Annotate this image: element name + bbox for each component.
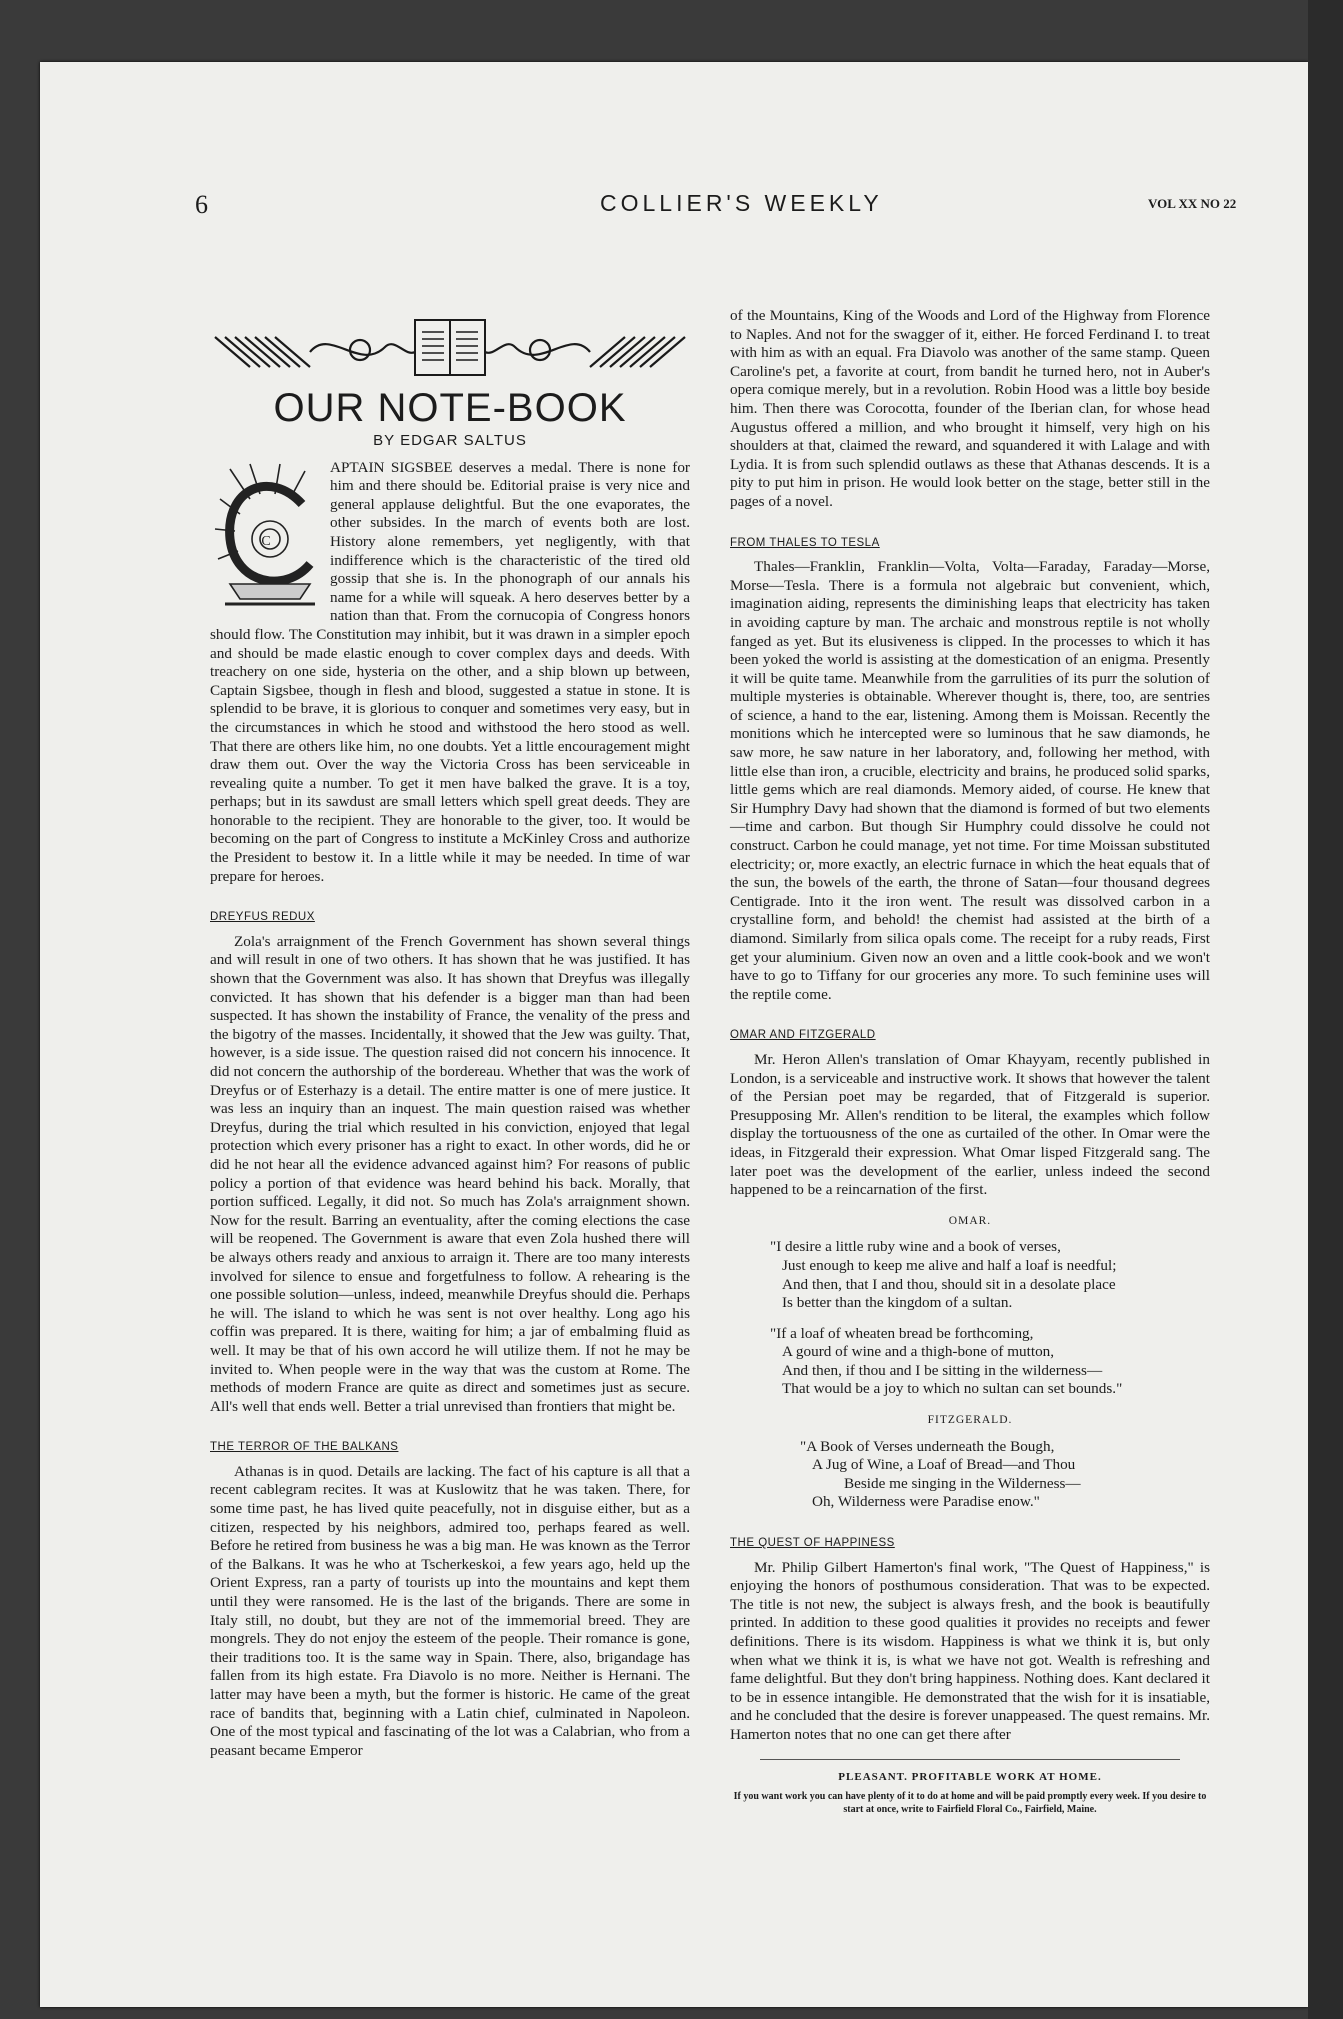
- poem-line: Is better than the kingdom of a sultan.: [782, 1294, 1013, 1312]
- poem-line: And then, that I and thou, should sit in a desolate place: [782, 1275, 1116, 1293]
- volume-number: VOL XX NO 22: [1148, 196, 1237, 211]
- poem-line: "If a loaf of wheaten bread be forthcoming,: [770, 1324, 1034, 1342]
- omar-stanza-1: [770, 1238, 1210, 1312]
- scan-edge: [1308, 0, 1343, 2019]
- article-title: OUR NOTE-BOOK: [273, 386, 627, 430]
- fitzgerald-stanza: [800, 1438, 1210, 1512]
- poem-line: "I desire a little ruby wine and a book of verses,: [770, 1238, 1061, 1256]
- book-ornament-icon: [210, 312, 690, 382]
- article-byline: BY EDGAR SALTUS: [373, 432, 527, 449]
- advertisement-divider: [760, 1759, 1180, 1760]
- section-text-balkans: Athanas is in quod. Details are lacking. The fact of his capture is all that a recent cablegram recites. It was at Kuslowitz that he was taken. There, for some time past, he has lived quite peacefully, not in disguise either, but as a citizen, respected by his neighbors, admired too, perhaps feared as well. Before he retired from business he was a big man. He was known as the Terror of the Balkans. It was he who at Tscherkeskoi, a few years ago, held up the Orient Express, ran a party of tourists up into the mountains and kept them until they were ransomed. He is the last of the brigands. There are some in Italy still, no doubt, but they are not of the immemorial breed. They are mongrels. They do not enjoy the esteem of the people. Their romance is gone, their traditions too. It is the same way in Spain. There, also, brigandage has fallen from its high estate. Fra Diavolo is no more. Neither is Hernani. The latter may have been a myth, but the former is historic. He came of the great race of bandits that, beginning with a Latin chief, culminated in Napoleon. One of the most typical and fascinating of the lot was a Calabrian, who from a peasant became Emperor: [210, 1462, 690, 1759]
- section-text-happiness: Mr. Philip Gilbert Hamerton's final work, "The Quest of Happiness," is enjoying the honors of posthumous consideration. That was to be expected. The title is not new, the subject is always fresh, and the book is beautifully printed. In addition to these good qualities it provides no receipts and fewer definitions. There is its wisdom. Happiness is what we think it is, but only when what we think it is, is what we have not got. Wealth is refreshing and fame delightful. But they don't bring happiness. Nothing does. Kant declared it to be in essence intangible. He demonstrated that the wish for it is insatiable, and he concluded that the desire is forever unappeased. The quest remains. Mr. Hamerton notes that no one can get there after: [730, 1558, 1210, 1743]
- continuation-paragraph: of the Mountains, King of the Woods and Lord of the Highway from Florence to Naples. And not for the swagger of it, either. He forced Ferdinand I. to treat with him as with an equal. Fra Diavolo was another of the same stamp. Queen Caroline's pet, a favorite at court, from bandit he turned hero, not in Auber's opera comique merely, but in a revolution. Robin Hood was a little boy beside him. Then there was Corocotta, founder of the Iberian clan, for whose head Augustus offered a million, and who brought it himself, very high on his shoulders at that, claimed the reward, and squandered it with Lalage and with Lydia. It is from such splendid outlaws as these that Athanas descends. It is a pity to put him in prison. He would look better on the stage, better still in the pages of a novel.: [730, 307, 1210, 510]
- poem-label-omar: OMAR.: [948, 1214, 992, 1227]
- dropcap-illustration-icon: [210, 459, 322, 611]
- intro-text: APTAIN SIGSBEE deserves a medal. There is none for him and there should be. Editorial praise is very nice and general applause delightful. But the one evaporates, the other subsides. In the march of events both are lost. History alone remembers, yet negligently, with that indifference which is the characteristic of the tired old gossip that she is. In the phonograph of our annals his name for a while will squeak. A hero deserves better by a nation than that. From the cornucopia of Congress honors should flow. The Constitution may inhibit, but it was drawn in a simpler epoch and should be made elastic enough to cover complex days and deeds. With treachery on one side, hysteria on the other, and a ship blown up between, Captain Sigsbee, though in flesh and blood, suggested a statue in stone. It is splendid to be brave, it is glorious to conquer and sometimes very easy, but in the circumstances in which he stood and withstood the hero stood as well. That there are others like him, no one doubts. Yet a little encouragement might draw them out. Over the way the Victoria Cross has been serviceable in revealing quite a number. To get it men have balked the grave. It is a toy, perhaps; but in its sawdust are small letters which spell great deeds. They are honorable to the recipient. They are honorable to the giver, too. It would be becoming on the part of Congress to institute a McKinley Cross and authorize the President to bestow it. In a little while it may be needed. In time of war prepare for heroes.: [210, 458, 690, 885]
- section-heading-tesla: FROM THALES TO TESLA: [730, 536, 880, 549]
- poem-line: And then, if thou and I be sitting in the wilderness—: [782, 1361, 1103, 1379]
- omar-stanza-2: [770, 1325, 1210, 1399]
- poem-line: A Jug of Wine, a Loaf of Bread—and Thou: [812, 1456, 1076, 1474]
- poem-line: Beside me singing in the Wilderness—: [844, 1474, 1081, 1492]
- section-text-omar: Mr. Heron Allen's translation of Omar Khayyam, recently published in London, is a serviceable and instructive work. It shows that however the talent of the Persian poet may be regarded, that of Fitzgerald is superior. Presupposing Mr. Allen's rendition to be literal, the examples which follow display the tortuousness of the one as curtailed of the other. In Omar were the ideas, in Fitzgerald their expression. What Omar lisped Fitzgerald sang. The later poet was the development of the earlier, unless indeed the second happened to be a reincarnation of the first.: [730, 1050, 1210, 1199]
- decorative-banner: [210, 312, 690, 382]
- section-heading-happiness: THE QUEST OF HAPPINESS: [730, 1537, 895, 1550]
- section-heading-dreyfus: DREYFUS REDUX: [210, 911, 315, 924]
- left-column: [210, 312, 690, 1760]
- advertisement-title: PLEASANT. PROFITABLE WORK AT HOME.: [838, 1770, 1102, 1783]
- right-column: [730, 307, 1210, 1816]
- dropcap-letter: C: [261, 533, 271, 549]
- section-text-tesla: Thales—Franklin, Franklin—Volta, Volta—Faraday, Faraday—Morse, Morse—Tesla. There is a formula not algebraic but convenient, which, imagination aiding, represents the diminishing leaps that electricity has taken in avoiding capture by man. The archaic and monstrous reptile is not wholly fanged as yet. But its elusiveness is clipped. In the processes to which it has been yoked the world is assisting at the domestication of an enigma. Presently it will be quite tame. Meanwhile from the garrulities of its purr the solution of multiple mysteries is obtainable. Wherever thought is, there, too, are sentries of science, a hand to the ear, listening. Among them is Moissan. Recently the monitions which he intercepted were so luminous that he saw diamonds, he saw more, he saw nature in her laboratory, and, following her method, with little else than iron, a crucible, electricity and brains, he produced solid sparks, little gems which are real diamonds. Memory aided, of course. He knew that Sir Humphry Davy had shown that the diamond is formed of but two elements—time and carbon. But though Sir Humphry could dissolve he could not construct. Carbon he could manage, yet not time. For time Moissan substituted electricity; or, more exactly, an electric furnace in which the heat equals that of the sun, the bowels of the earth, the throne of Satan—four thousand degrees Centigrade. Into it the iron went. The result was dissolved carbon in a crystalline form, and behold! the chemist had assisted at the birth of a diamond. Similarly from silica opals come. The receipt for a ruby reads, First get your aluminium. Given now an oven and a little cook-book and we won't have to go to Tiffany for our groceries any more. To such feminine uses will the reptile come.: [730, 558, 1210, 1003]
- poem-line: Just enough to keep me alive and half a loaf is needful;: [782, 1256, 1117, 1274]
- section-heading-balkans: THE TERROR OF THE BALKANS: [210, 1441, 399, 1454]
- page-number: 6: [195, 190, 208, 219]
- intro-paragraph: [210, 459, 690, 887]
- poem-line: A gourd of wine and a thigh-bone of mutton,: [782, 1343, 1055, 1361]
- page-header: [40, 190, 1308, 230]
- poem-label-fitzgerald: FITZGERALD.: [927, 1414, 1013, 1427]
- magazine-page: [40, 62, 1308, 2007]
- section-heading-omar: OMAR AND FITZGERALD: [730, 1029, 876, 1042]
- advertisement-text: If you want work you can have plenty of it to do at home and will be paid promptly every week. If you desire to start at once, write to Fairfield Floral Co., Fairfield, Maine.: [733, 1791, 1207, 1816]
- section-text-dreyfus: Zola's arraignment of the French Government has shown several things and will result in one of two others. It has shown that he was justified. It has shown that the Government was also. It has shown that Dreyfus was illegally convicted. It has shown that his defender is a bigger man than had been suspected. It has shown the instability of France, the venality of the press and the bigotry of the masses. Incidentally, it showed that the Jew was guilty. That, however, is a side issue. The question raised did not concern his innocence. It did not concern the authorship of the bordereau. Whether that was the work of Dreyfus or of Esterhazy is a detail. The entire matter is one of mere justice. It was less an inquiry than an inquest. The main question raised was whether Dreyfus, during the trial which resulted in his conviction, enjoyed that legal protection which every prisoner has a right to exact. In other words, did he or did he not hear all the evidence advanced against him? For reasons of public policy a portion of that evidence was heard behind his back. Morally, that portion sufficed. Legally, it did not. So much has Zola's arraignment shown. Now for the result. Barring an eventuality, after the coming elections the case will be reopened. The Government is aware that even Zola hushed there will be always others ready and anxious to arraign it. There are too many interests involved for silence to ensue and forgetfulness to follow. A rehearing is the one possible solution—unless, indeed, meanwhile Dreyfus should die. Perhaps he will. The island to which he was sent is not over healthy. Long ago his coffin was prepared. It is there, waiting for him; a jar of embalming fluid as well. It may be that of his own accord he will utilize them. If not he may be invited to. When people were in the way that was the custom at Rome. The methods of modern France are quite as direct and sometimes just as secure. All's well that ends well. Better a trial unrevised than frontiers that might be.: [210, 932, 690, 1415]
- magazine-title: COLLIER'S WEEKLY: [600, 190, 883, 216]
- poem-line: That would be a joy to which no sultan can set bounds.": [782, 1380, 1123, 1398]
- poem-line: Oh, Wilderness were Paradise enow.": [812, 1493, 1040, 1511]
- poem-line: "A Book of Verses underneath the Bough,: [800, 1437, 1055, 1455]
